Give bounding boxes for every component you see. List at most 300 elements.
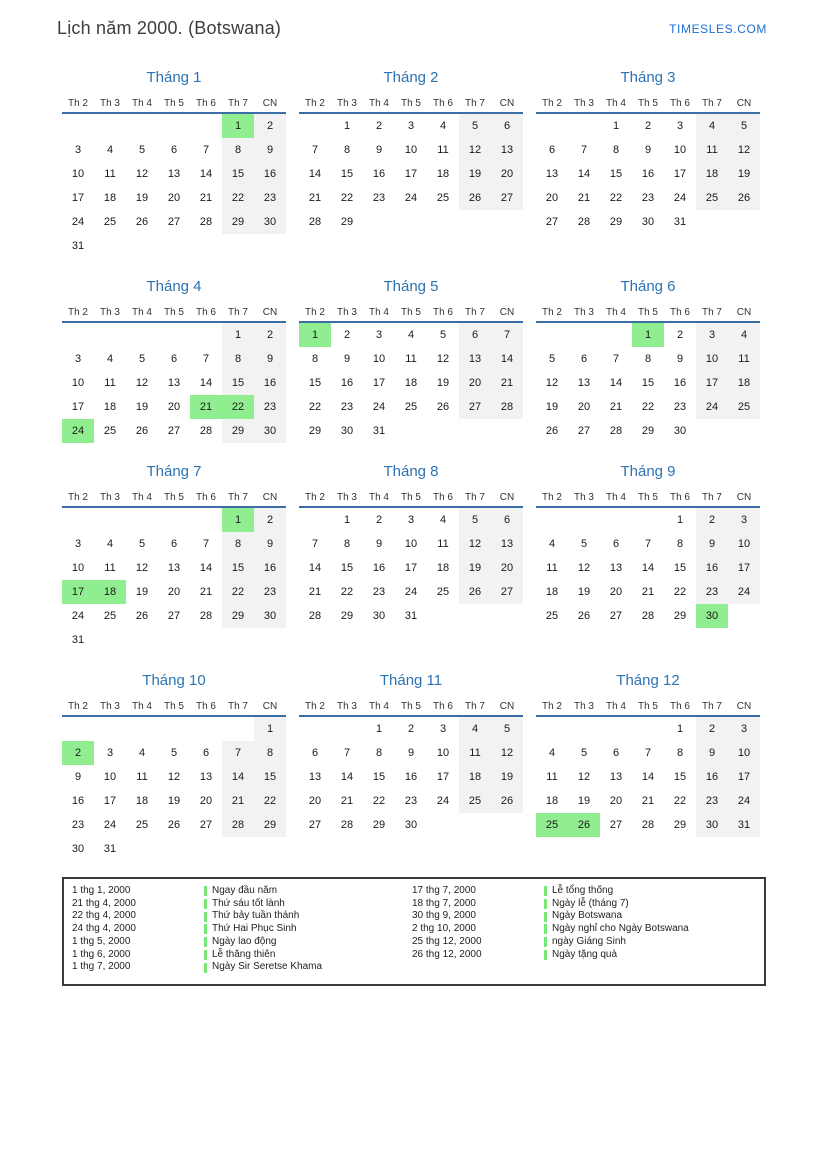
day-cell: 13: [308, 771, 322, 783]
day-cell: 19: [728, 162, 760, 186]
month-tháng-6: [536, 278, 760, 443]
week-row: [62, 532, 286, 556]
empty-cell: [459, 813, 491, 837]
day-cell: 6: [170, 538, 178, 550]
day-cell: 25: [545, 610, 559, 622]
day-cell: 12: [577, 771, 591, 783]
empty-cell: [536, 323, 568, 347]
day-cell: 5: [728, 114, 760, 138]
weekday-label: CN: [736, 700, 752, 712]
empty-cell: [536, 717, 568, 741]
day-cell: 15: [673, 562, 687, 574]
week-row: [536, 532, 760, 556]
empty-cell: [491, 210, 523, 234]
day-cell: 12: [135, 562, 149, 574]
day-cell: 8: [222, 138, 254, 162]
day-cell: 20: [577, 401, 591, 413]
empty-cell: [331, 717, 363, 741]
day-cell: 22: [222, 580, 254, 604]
legend-holiday-name: [544, 885, 758, 898]
holiday-day-cell: 1: [299, 323, 331, 347]
week-row: [62, 234, 286, 258]
empty-cell: [222, 628, 254, 652]
day-cell: 13: [167, 562, 181, 574]
holiday-marker-icon: [204, 937, 207, 947]
day-cell: 23: [696, 789, 728, 813]
empty-cell: [158, 717, 190, 741]
day-cell: 20: [167, 192, 181, 204]
empty-cell: [427, 210, 459, 234]
day-cell: 2: [254, 114, 286, 138]
month-title[interactable]: Tháng 10: [142, 672, 206, 689]
day-cell: 12: [459, 138, 491, 162]
empty-cell: [94, 234, 126, 258]
day-cell: 20: [167, 586, 181, 598]
month-title[interactable]: Tháng 11: [379, 672, 443, 689]
week-row: [62, 741, 286, 765]
day-cell: 8: [254, 741, 286, 765]
weekday-header-row: [536, 488, 760, 508]
empty-cell: [568, 717, 600, 741]
day-cell: 16: [71, 795, 85, 807]
week-row: [62, 813, 286, 837]
site-link[interactable]: TIMESLES.COM: [669, 22, 767, 36]
day-cell: 8: [676, 538, 684, 550]
week-row: [299, 717, 523, 741]
day-cell: 28: [199, 610, 213, 622]
day-cell: 10: [103, 771, 117, 783]
day-cell: 2: [254, 323, 286, 347]
empty-cell: [254, 628, 286, 652]
month-title[interactable]: Tháng 4: [146, 278, 202, 295]
week-row: [536, 765, 760, 789]
day-cell: 13: [577, 377, 591, 389]
day-cell: 7: [202, 353, 210, 365]
day-cell: 31: [71, 634, 85, 646]
day-cell: 5: [491, 717, 523, 741]
day-cell: 8: [222, 532, 254, 556]
weekday-label: Th 5: [400, 306, 421, 318]
day-cell: 19: [491, 765, 523, 789]
day-cell: 7: [311, 144, 319, 156]
day-cell: 25: [103, 216, 117, 228]
month-title[interactable]: Tháng 5: [383, 278, 439, 295]
weekday-label: Th 3: [336, 306, 357, 318]
weekday-label: CN: [736, 491, 752, 503]
weekday-label: Th 5: [163, 491, 184, 503]
day-cell: 7: [644, 538, 652, 550]
legend-holiday-label: Thứ bảy tuần thánh: [212, 910, 300, 922]
day-cell: 17: [372, 377, 386, 389]
week-row: [62, 114, 286, 138]
empty-cell: [728, 419, 760, 443]
day-cell: 8: [644, 353, 652, 365]
holiday-day-cell: 30: [696, 604, 728, 628]
weekday-label: Th 2: [67, 700, 88, 712]
day-cell: 1: [676, 514, 684, 526]
weekday-label: Th 4: [605, 306, 626, 318]
day-cell: 20: [459, 371, 491, 395]
weekday-header-row: [299, 488, 523, 508]
empty-cell: [94, 323, 126, 347]
holiday-marker-icon: [204, 963, 207, 973]
day-cell: 9: [644, 144, 652, 156]
weekday-label: Th 2: [67, 97, 88, 109]
week-row: [299, 114, 523, 138]
holiday-day-cell: 24: [62, 419, 94, 443]
day-cell: 27: [609, 819, 623, 831]
day-cell: 9: [375, 144, 383, 156]
day-cell: 25: [436, 192, 450, 204]
day-cell: 27: [491, 186, 523, 210]
day-cell: 8: [343, 144, 351, 156]
empty-cell: [395, 210, 427, 234]
empty-cell: [568, 323, 600, 347]
empty-cell: [299, 508, 331, 532]
holiday-day-cell: 22: [222, 395, 254, 419]
day-cell: 14: [199, 377, 213, 389]
week-row: [536, 419, 760, 443]
day-cell: 8: [311, 353, 319, 365]
day-cell: 10: [71, 377, 85, 389]
day-cell: 17: [404, 562, 418, 574]
weekday-header-row: [536, 94, 760, 114]
day-cell: 13: [167, 377, 181, 389]
month-title[interactable]: Tháng 9: [620, 463, 676, 480]
day-cell: 6: [459, 323, 491, 347]
empty-cell: [600, 323, 632, 347]
month-title[interactable]: Tháng 7: [146, 463, 202, 480]
day-cell: 5: [548, 353, 556, 365]
weekday-label: Th 3: [573, 700, 594, 712]
month-tháng-7: [62, 463, 286, 652]
legend-date: 18 thg 7, 2000: [412, 897, 476, 909]
day-cell: 20: [199, 795, 213, 807]
weekday-label: Th 3: [99, 306, 120, 318]
day-cell: 26: [135, 216, 149, 228]
day-cell: 23: [254, 395, 286, 419]
weekday-label: Th 2: [67, 306, 88, 318]
day-cell: 21: [491, 371, 523, 395]
week-row: [62, 419, 286, 443]
day-cell: 23: [641, 192, 655, 204]
week-row: [62, 371, 286, 395]
day-cell: 1: [375, 723, 383, 735]
month-title[interactable]: Tháng 1: [146, 69, 202, 86]
day-cell: 3: [74, 144, 82, 156]
day-cell: 22: [308, 401, 322, 413]
day-cell: 10: [436, 747, 450, 759]
empty-cell: [158, 508, 190, 532]
month-title[interactable]: Tháng 8: [383, 463, 439, 480]
empty-cell: [126, 717, 158, 741]
holiday-day-cell: 26: [568, 813, 600, 837]
day-cell: 4: [548, 747, 556, 759]
day-cell: 3: [696, 323, 728, 347]
empty-cell: [158, 628, 190, 652]
legend-holiday-label: Lễ tổng thống: [552, 885, 614, 896]
day-cell: 30: [254, 604, 286, 628]
day-cell: 9: [696, 741, 728, 765]
day-cell: 10: [696, 347, 728, 371]
week-row: [536, 717, 760, 741]
weekday-label: Th 7: [701, 306, 722, 318]
legend-holiday-label: Lễ thăng thiên: [212, 948, 276, 960]
day-cell: 29: [254, 813, 286, 837]
day-cell: 3: [74, 353, 82, 365]
day-cell: 27: [167, 216, 181, 228]
empty-cell: [62, 323, 94, 347]
day-cell: 9: [254, 532, 286, 556]
day-cell: 5: [138, 144, 146, 156]
empty-cell: [459, 210, 491, 234]
weekday-label: Th 2: [541, 306, 562, 318]
empty-cell: [126, 837, 158, 861]
day-cell: 23: [254, 186, 286, 210]
empty-cell: [299, 717, 331, 741]
day-cell: 1: [612, 120, 620, 132]
day-cell: 28: [308, 610, 322, 622]
empty-cell: [158, 114, 190, 138]
day-cell: 10: [404, 538, 418, 550]
empty-cell: [427, 604, 459, 628]
day-cell: 16: [696, 765, 728, 789]
empty-cell: [222, 717, 254, 741]
day-cell: 26: [167, 819, 181, 831]
day-cell: 3: [728, 508, 760, 532]
day-cell: 14: [491, 347, 523, 371]
day-cell: 15: [254, 765, 286, 789]
month-title[interactable]: Tháng 6: [620, 278, 676, 295]
weekday-label: Th 5: [400, 700, 421, 712]
day-cell: 7: [343, 747, 351, 759]
day-cell: 3: [375, 329, 383, 341]
week-row: [536, 162, 760, 186]
weekday-label: Th 5: [637, 97, 658, 109]
day-cell: 11: [546, 771, 558, 783]
day-cell: 19: [135, 401, 149, 413]
month-title[interactable]: Tháng 3: [620, 69, 676, 86]
empty-cell: [158, 323, 190, 347]
day-cell: 24: [71, 216, 85, 228]
weekday-label: Th 2: [304, 306, 325, 318]
legend-column: [72, 885, 412, 974]
day-cell: 9: [343, 353, 351, 365]
day-cell: 5: [138, 538, 146, 550]
week-row: [536, 323, 760, 347]
day-cell: 25: [696, 186, 728, 210]
weekday-label: Th 2: [304, 491, 325, 503]
day-cell: 16: [372, 562, 386, 574]
day-cell: 23: [673, 401, 687, 413]
day-cell: 12: [577, 562, 591, 574]
day-cell: 17: [103, 795, 117, 807]
day-cell: 25: [459, 789, 491, 813]
weekday-label: CN: [262, 491, 278, 503]
legend-holiday-name: [544, 898, 758, 911]
day-cell: 18: [545, 795, 559, 807]
empty-cell: [158, 837, 190, 861]
day-cell: 8: [676, 747, 684, 759]
empty-cell: [696, 210, 728, 234]
empty-cell: [190, 628, 222, 652]
empty-cell: [126, 114, 158, 138]
day-cell: 13: [545, 168, 559, 180]
week-row: [299, 347, 523, 371]
day-cell: 2: [375, 514, 383, 526]
month-title[interactable]: Tháng 2: [383, 69, 439, 86]
day-cell: 15: [673, 771, 687, 783]
day-cell: 22: [340, 586, 354, 598]
holiday-day-cell: 1: [222, 114, 254, 138]
week-row: [62, 765, 286, 789]
legend-holiday-label: Ngày nghỉ cho Ngày Botswana: [552, 923, 689, 935]
empty-cell: [491, 813, 523, 837]
day-cell: 3: [676, 120, 684, 132]
weekday-label: Th 5: [637, 306, 658, 318]
weekday-label: Th 3: [336, 700, 357, 712]
empty-cell: [158, 234, 190, 258]
day-cell: 21: [340, 795, 354, 807]
day-cell: 9: [407, 747, 415, 759]
empty-cell: [62, 717, 94, 741]
day-cell: 18: [696, 162, 728, 186]
day-cell: 18: [545, 586, 559, 598]
holiday-day-cell: 18: [94, 580, 126, 604]
day-cell: 21: [609, 401, 623, 413]
day-cell: 5: [580, 538, 588, 550]
week-row: [299, 395, 523, 419]
legend-date: 25 thg 12, 2000: [412, 935, 482, 947]
empty-cell: [491, 604, 523, 628]
weekday-label: Th 5: [400, 491, 421, 503]
holiday-legend: [62, 877, 766, 986]
week-row: [536, 347, 760, 371]
day-cell: 29: [222, 419, 254, 443]
week-row: [62, 508, 286, 532]
week-row: [536, 508, 760, 532]
weekday-label: Th 3: [336, 491, 357, 503]
legend-holiday-label: Ngày tặng quà: [552, 948, 618, 960]
weekday-label: CN: [262, 306, 278, 318]
weekday-label: Th 7: [227, 491, 248, 503]
day-cell: 5: [138, 353, 146, 365]
week-row: [62, 556, 286, 580]
weekday-label: Th 6: [195, 491, 216, 503]
day-cell: 14: [199, 168, 213, 180]
empty-cell: [190, 717, 222, 741]
empty-cell: [94, 114, 126, 138]
day-cell: 4: [439, 120, 447, 132]
day-cell: 19: [135, 192, 149, 204]
day-cell: 21: [641, 795, 655, 807]
day-cell: 28: [641, 610, 655, 622]
day-cell: 31: [372, 425, 386, 437]
day-cell: 16: [372, 168, 386, 180]
week-row: [299, 508, 523, 532]
legend-holiday-name: [544, 910, 758, 923]
day-cell: 13: [459, 347, 491, 371]
weekday-header-row: [62, 488, 286, 508]
day-cell: 12: [491, 741, 523, 765]
empty-cell: [427, 419, 459, 443]
day-cell: 24: [728, 580, 760, 604]
empty-cell: [190, 114, 222, 138]
empty-cell: [536, 114, 568, 138]
day-cell: 27: [167, 425, 181, 437]
weekday-label: Th 2: [541, 491, 562, 503]
weekday-header-row: [299, 303, 523, 323]
day-cell: 25: [103, 425, 117, 437]
week-row: [536, 789, 760, 813]
legend-holiday-label: Ngày lễ (tháng 7): [552, 897, 629, 909]
day-cell: 2: [407, 723, 415, 735]
day-cell: 6: [170, 353, 178, 365]
empty-cell: [62, 508, 94, 532]
empty-cell: [728, 604, 760, 628]
empty-cell: [190, 508, 222, 532]
empty-cell: [222, 234, 254, 258]
day-cell: 25: [728, 395, 760, 419]
day-cell: 24: [436, 795, 450, 807]
empty-cell: [632, 717, 664, 741]
day-cell: 27: [308, 819, 322, 831]
week-row: [62, 138, 286, 162]
holiday-marker-icon: [204, 924, 207, 934]
day-cell: 22: [254, 789, 286, 813]
weekday-label: Th 7: [701, 491, 722, 503]
week-row: [299, 813, 523, 837]
day-cell: 26: [728, 186, 760, 210]
page-header: [57, 18, 767, 39]
month-title[interactable]: Tháng 12: [616, 672, 680, 689]
legend-holiday-name: [204, 898, 412, 911]
day-cell: 17: [404, 168, 418, 180]
day-cell: 27: [577, 425, 591, 437]
day-cell: 17: [436, 771, 450, 783]
week-row: [62, 347, 286, 371]
weekday-label: Th 7: [464, 700, 485, 712]
legend-holiday-name: [204, 949, 412, 962]
day-cell: 16: [696, 556, 728, 580]
day-cell: 29: [641, 425, 655, 437]
weekday-label: Th 7: [701, 700, 722, 712]
day-cell: 28: [308, 216, 322, 228]
weekday-header-row: [299, 697, 523, 717]
day-cell: 2: [676, 329, 684, 341]
day-cell: 27: [199, 819, 213, 831]
week-row: [299, 532, 523, 556]
day-cell: 14: [340, 771, 354, 783]
legend-date: 17 thg 7, 2000: [412, 885, 476, 896]
weekday-label: Th 6: [195, 306, 216, 318]
week-row: [299, 419, 523, 443]
day-cell: 9: [676, 353, 684, 365]
week-row: [299, 580, 523, 604]
week-row: [62, 395, 286, 419]
month-tháng-11: [299, 672, 523, 837]
empty-cell: [62, 114, 94, 138]
day-cell: 6: [580, 353, 588, 365]
week-row: [299, 323, 523, 347]
day-cell: 6: [612, 747, 620, 759]
empty-cell: [459, 604, 491, 628]
day-cell: 30: [340, 425, 354, 437]
empty-cell: [190, 234, 222, 258]
weekday-label: Th 4: [368, 97, 389, 109]
weekday-label: CN: [499, 97, 515, 109]
day-cell: 18: [404, 377, 418, 389]
